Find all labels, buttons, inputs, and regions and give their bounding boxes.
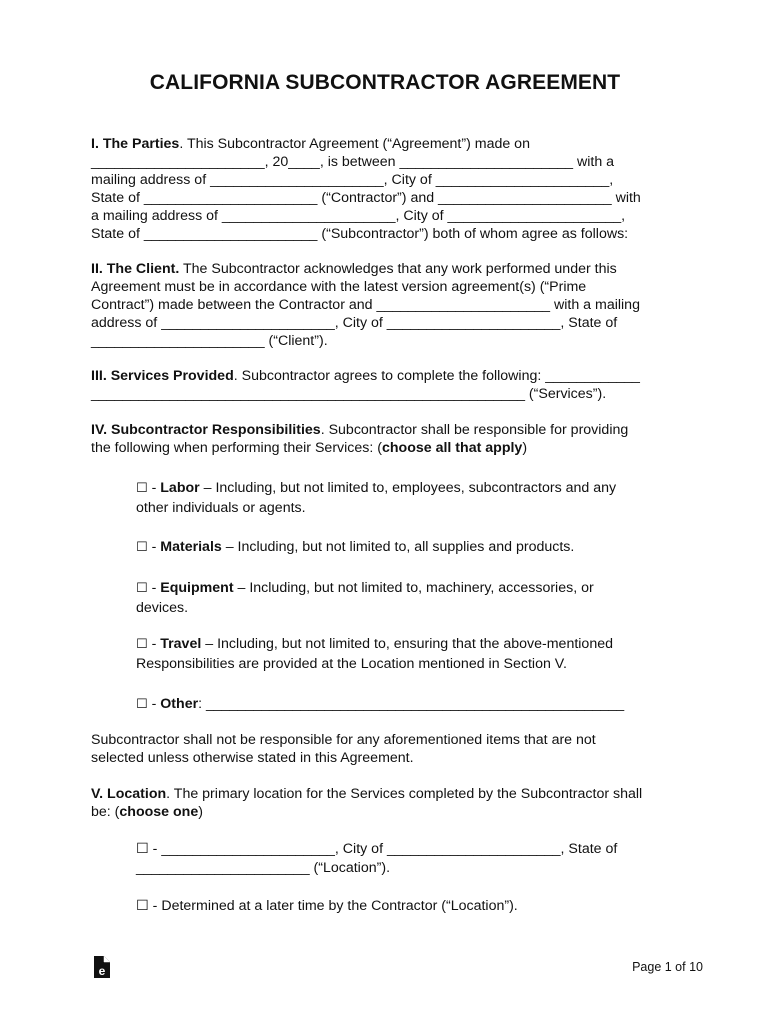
services-line-1	[91, 367, 691, 385]
client-line-2: Agreement must be in accordance with the latest version agreement(s) (“Prime	[91, 279, 587, 295]
labor-checkbox[interactable]: ☐	[136, 481, 148, 496]
responsibilities-heading: IV. Subcontractor Responsibilities	[91, 422, 321, 438]
equipment-text: – Including, but not limited to, machinery, accessories, or	[233, 580, 594, 596]
option-separator: -	[147, 636, 161, 652]
responsibilities-instruction: the following when performing their Services: (	[91, 440, 382, 456]
page-number: Page 1 of 10	[632, 960, 703, 974]
section-location	[91, 785, 691, 821]
labor-label: Labor	[160, 480, 200, 496]
section-client	[91, 260, 691, 350]
location-option-1-line-1[interactable]: ☐ - ______________________, City of ______________________, State of	[136, 841, 618, 857]
option-equipment	[136, 579, 681, 617]
location-text: . The primary location for the Services completed by the Subcontractor shall	[166, 786, 643, 802]
option-labor-line-2: other individuals or agents.	[136, 499, 306, 516]
choose-one-label: choose one	[119, 804, 199, 820]
materials-text: – Including, but not limited to, all supplies and products.	[221, 539, 575, 555]
other-checkbox[interactable]: ☐	[136, 697, 148, 712]
responsibilities-line-1	[91, 421, 691, 439]
section-services	[91, 367, 691, 403]
parties-line-1	[91, 135, 691, 153]
materials-checkbox[interactable]: ☐	[136, 540, 148, 555]
travel-checkbox[interactable]: ☐	[136, 637, 148, 652]
option-separator: -	[147, 696, 161, 712]
parties-text: . This Subcontractor Agreement (“Agreement”) made on	[179, 136, 530, 152]
equipment-label: Equipment	[160, 580, 234, 596]
choose-all-label: choose all that apply	[381, 440, 523, 456]
option-travel-line-1	[136, 635, 681, 655]
other-text: : _____________________________________________________	[198, 696, 625, 712]
location-option-later	[136, 897, 681, 916]
note-line-1: Subcontractor shall not be responsible for any aforementioned items that are not	[91, 732, 596, 748]
responsibilities-line-2	[91, 439, 691, 457]
client-line-1	[91, 260, 691, 278]
eforms-logo-icon	[92, 955, 112, 979]
location-line-2	[91, 803, 691, 821]
location-instruction: be: (	[91, 804, 120, 820]
option-equipment-line-2: devices.	[136, 599, 189, 616]
services-line-2: _______________________________________________________ (“Services”).	[91, 386, 607, 402]
other-label: Other	[160, 696, 199, 712]
location-heading: V. Location	[91, 786, 167, 802]
parties-heading: I. The Parties	[91, 136, 180, 152]
client-text: The Subcontractor acknowledges that any work performed under this	[179, 261, 617, 277]
option-labor-line-1	[136, 479, 681, 499]
location-line-1	[91, 785, 691, 803]
option-materials-line-1	[136, 538, 681, 558]
parties-line-3: mailing address of ______________________, City of ______________________,	[91, 172, 614, 188]
services-heading: III. Services Provided	[91, 368, 234, 384]
section-parties	[91, 135, 691, 243]
location-option-1-line-2: ______________________ (“Location”).	[136, 859, 391, 876]
option-travel-line-2: Responsibilities are provided at the Location mentioned in Section V.	[136, 655, 567, 672]
svg-text:e: e	[98, 964, 106, 978]
client-line-5: ______________________ (“Client”).	[91, 333, 328, 349]
document-title: CALIFORNIA SUBCONTRACTOR AGREEMENT	[149, 71, 621, 94]
option-other	[136, 695, 681, 715]
parties-line-4: State of ______________________ (“Contractor”) and ______________________ with	[91, 190, 641, 206]
option-separator: -	[147, 580, 161, 596]
parties-line-2: ______________________, 20____, is between ______________________ with a	[91, 154, 615, 170]
responsibilities-note	[91, 731, 691, 767]
location-option-2[interactable]: ☐ - Determined at a later time by the Contractor (“Location”).	[136, 898, 518, 914]
option-materials	[136, 538, 681, 558]
option-travel	[136, 635, 681, 673]
responsibilities-text: . Subcontractor shall be responsible for providing	[320, 422, 629, 438]
client-line-3: Contract”) made between the Contractor and ______________________ with a mailing	[91, 297, 640, 313]
option-separator: -	[147, 539, 161, 555]
materials-label: Materials	[160, 539, 222, 555]
note-line-2: selected unless otherwise stated in this Agreement.	[91, 750, 414, 766]
services-text: . Subcontractor agrees to complete the following: ____________	[233, 368, 640, 384]
labor-text: – Including, but not limited to, employees, subcontractors and any	[199, 480, 617, 496]
option-separator: -	[147, 480, 161, 496]
section-responsibilities	[91, 421, 691, 457]
parties-line-5: a mailing address of ______________________, City of ______________________,	[91, 208, 626, 224]
parties-line-6: State of ______________________ (“Subcontractor”) both of whom agree as follows:	[91, 226, 629, 242]
client-heading: II. The Client.	[91, 261, 180, 277]
travel-label: Travel	[160, 636, 202, 652]
option-equipment-line-1	[136, 579, 681, 599]
location-instruction-end: )	[198, 804, 203, 820]
option-labor	[136, 479, 681, 517]
client-line-4: address of ______________________, City of ______________________, State of	[91, 315, 618, 331]
responsibilities-instruction-end: )	[522, 440, 528, 456]
option-other-line-1	[136, 695, 681, 715]
equipment-checkbox[interactable]: ☐	[136, 581, 148, 596]
travel-text: – Including, but not limited to, ensuring that the above-mentioned	[201, 636, 613, 652]
location-option-address	[136, 840, 681, 877]
